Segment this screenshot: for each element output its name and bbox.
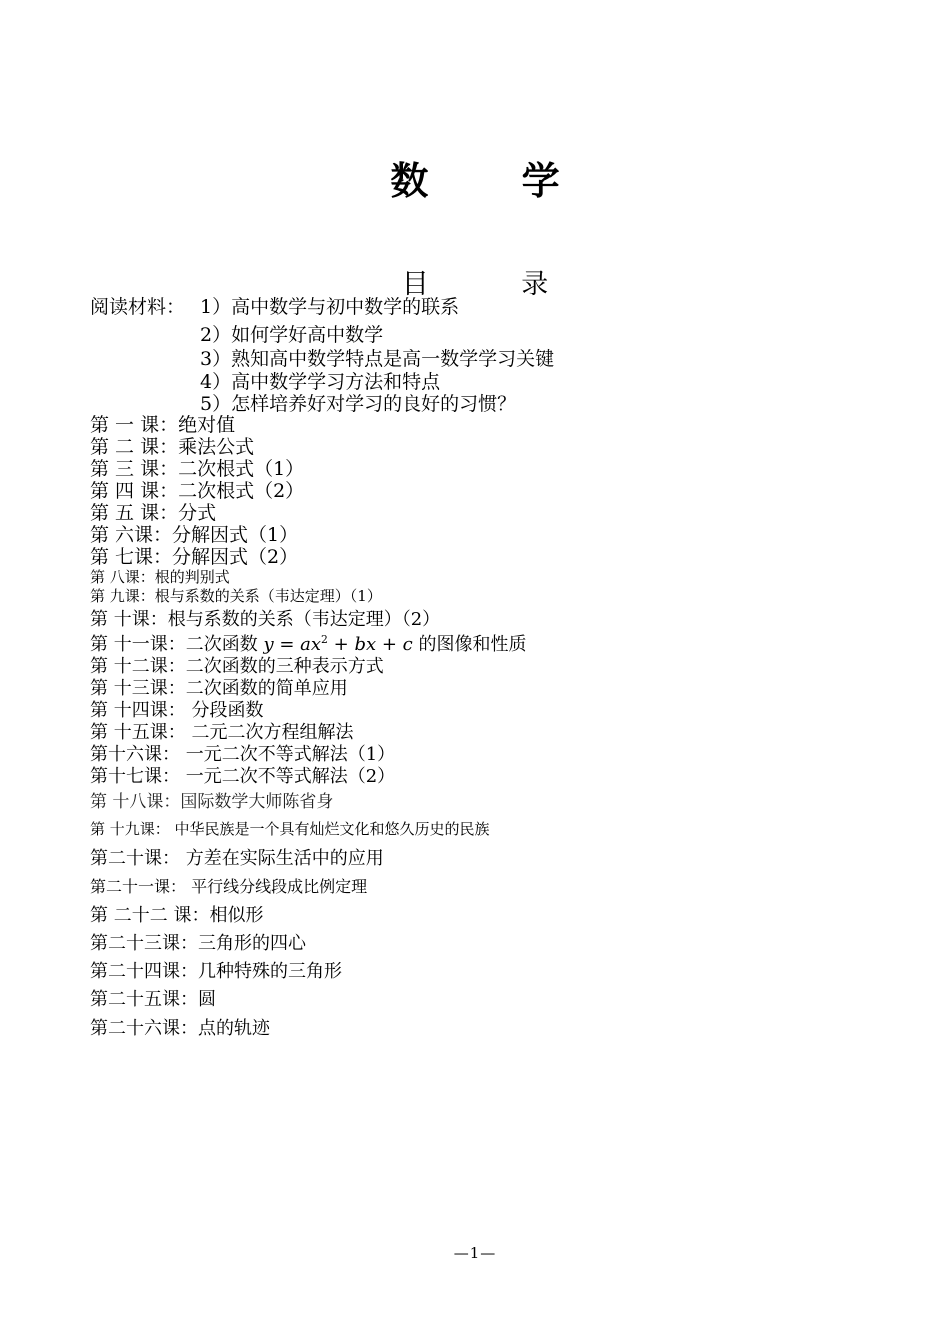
toc-entry-lesson-11 xyxy=(90,633,527,655)
toc-entry: 第 三 课：二次根式（1） xyxy=(90,458,305,480)
toc-entry: 第 十五课： 二元二次方程组解法 xyxy=(90,722,354,743)
toc-entry: 第二十课： 方差在实际生活中的应用 xyxy=(90,848,384,869)
reading-item: 4）高中数学学习方法和特点 xyxy=(200,371,441,393)
toc-entry: 第 九课：根与系数的关系（韦达定理）（1） xyxy=(90,587,382,605)
toc-entry: 第二十五课：圆 xyxy=(90,989,216,1010)
reading-item: 1）高中数学与初中数学的联系 xyxy=(200,296,460,318)
toc-entry: 第二十六课：点的轨迹 xyxy=(90,1018,270,1039)
toc-entry: 第 二十二 课：相似形 xyxy=(90,905,264,926)
page-title: 数 学 xyxy=(390,159,600,203)
toc-entry: 第二十一课： 平行线分线段成比例定理 xyxy=(90,877,368,896)
toc-entry: 第 十课：根与系数的关系（韦达定理）（2） xyxy=(90,609,441,630)
toc-entry: 第 十三课：二次函数的简单应用 xyxy=(90,678,348,699)
reading-item: 2）如何学好高中数学 xyxy=(200,324,384,346)
toc-entry: 第 六课：分解因式（1） xyxy=(90,524,299,546)
toc-entry: 第二十四课：几种特殊的三角形 xyxy=(90,961,342,982)
toc-entry: 第 十四课： 分段函数 xyxy=(90,700,264,721)
formula-eq: = xyxy=(273,634,301,655)
formula-ax: ax xyxy=(300,634,322,655)
formula-exponent: 2 xyxy=(321,633,328,646)
toc-entry: 第 八课：根的判别式 xyxy=(90,568,230,586)
page-number: —1— xyxy=(453,1244,497,1262)
toc-entry: 第 十九课： 中华民族是一个具有灿烂文化和悠久历史的民族 xyxy=(90,820,490,838)
toc-entry: 第十七课： 一元二次不等式解法（2） xyxy=(90,766,396,787)
toc-entry: 第 十二课：二次函数的三种表示方式 xyxy=(90,656,384,677)
toc-entry: 第十六课： 一元二次不等式解法（1） xyxy=(90,744,396,765)
formula-c: c xyxy=(402,634,413,655)
toc-entry: 第 二 课：乘法公式 xyxy=(90,436,255,458)
toc-entry: 第 一 课：绝对值 xyxy=(90,414,236,436)
lesson-11-prefix: 第 十一课：二次函数 xyxy=(90,634,264,655)
formula-plus: + xyxy=(376,634,403,655)
formula-bx: bx xyxy=(354,634,377,655)
reading-item: 5）怎样培养好对学习的良好的习惯？ xyxy=(200,393,517,415)
toc-heading: 目 录 xyxy=(401,269,591,300)
toc-entry: 第 十八课：国际数学大师陈省身 xyxy=(90,792,334,812)
formula-y: y xyxy=(263,634,274,655)
toc-entry: 第二十三课：三角形的四心 xyxy=(90,933,306,954)
toc-entry: 第 四 课：二次根式（2） xyxy=(90,480,305,502)
lesson-11-suffix: 的图像和性质 xyxy=(412,634,527,655)
formula-plus: + xyxy=(327,634,355,655)
reading-label: 阅读材料： xyxy=(90,296,186,318)
toc-entry: 第 七课：分解因式（2） xyxy=(90,546,299,568)
reading-item: 3）熟知高中数学特点是高一数学学习关键 xyxy=(200,348,555,370)
toc-entry: 第 五 课：分式 xyxy=(90,502,217,524)
